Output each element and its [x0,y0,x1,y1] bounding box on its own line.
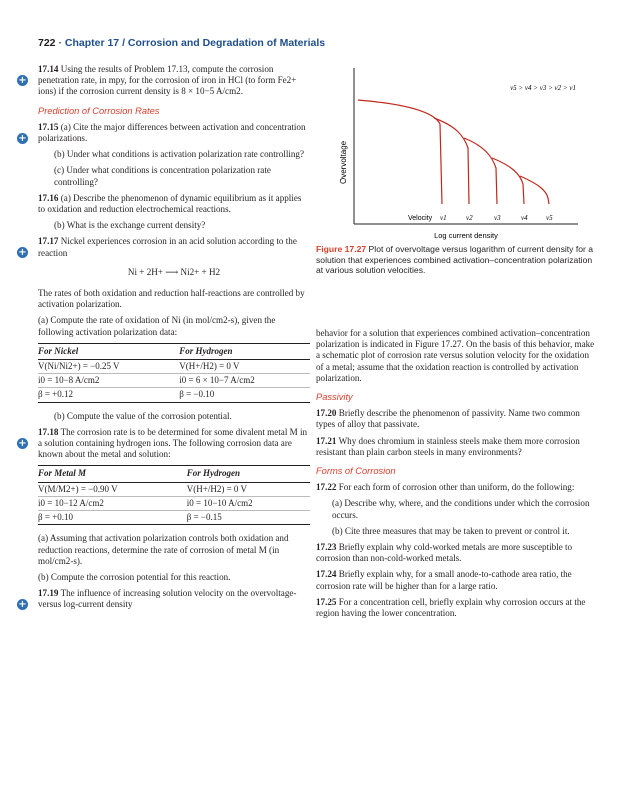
page-number: 722 [38,37,56,49]
velocity-legend: v5 > v4 > v3 > v2 > v1 [510,84,576,92]
problem-17-24: 17.24 Briefly explain why, for a small anode-to-cathode area ratio, the corrosion rate will be higher than for a large ratio. [316,569,572,591]
figure-caption [316,244,598,276]
problem-17-15: + 17.15 (a) Cite the major differences between activation and concentration polarizations. [18,121,306,144]
problem-17-17-a: (a) Compute the rate of oxidation of Ni (in mol/cm2-s), given the following activation polarization data: [38,315,276,337]
figure-label: Figure 17.27 [316,244,367,254]
velocity-label: Velocity [408,215,433,222]
section-heading: Prediction of Corrosion Rates [38,105,160,116]
tick-v4: v4 [521,214,528,222]
right-column [316,328,598,624]
section-heading: Passivity [316,392,353,403]
tick-v2: v2 [466,214,473,222]
problem-17-21: 17.21 Why does chromium in stainless steels make them more corrosion resistant than plain carbon steels in many environments? [316,435,580,457]
problem-17-23: 17.23 Briefly explain why cold-worked metals are more susceptible to corrosion than non-cold-worked metals. [316,542,573,564]
plus-icon: + [18,247,27,259]
tick-v1: v1 [440,214,447,222]
problem-17-18: + 17.18 The corrosion rate is to be determined for some divalent metal M in a solution containing hydrogen ions. The following corrosion data are known about the metal and solution: [18,426,308,460]
problem-17-25: 17.25 For a concentration cell, briefly explain why corrosion occurs at the region having the lower concentration. [316,596,586,619]
plus-icon: + [18,599,27,611]
problem-17-15-c: (c) Under what conditions is concentration polarization rate controlling? [54,165,271,187]
problem-17-22-a: (a) Describe why, where, and the conditions under which the corrosion occurs. [332,498,590,520]
problem-17-22: 17.22 For each form of corrosion other than uniform, do the following: [316,482,575,493]
plus-icon: + [18,132,27,144]
y-axis-label: Overvoltage [339,140,348,184]
plus-icon: + [18,437,27,449]
header-slash: / [122,37,125,49]
figure-17-27 [316,64,598,245]
plus-icon: + [18,75,27,86]
curve-v1 [358,100,442,204]
overvoltage-plot [316,64,598,240]
problem-17-18-a: (a) Assuming that activation polarization controls both oxidation and reduction reactions, determine the rate of corrosion of metal M (in mol/cm2-s). [38,533,289,566]
problem-17-16: 17.16 (a) Describe the phenomenon of dynamic equilibrium as it applies to oxidation and reduction electrochemical reactions. [38,192,302,215]
problem-17-17-b: (b) Compute the value of the corrosion potential. [54,410,232,421]
tick-v5: v5 [546,214,553,222]
problem-17-14: + 17.14 Using the results of Problem 17.13, compute the corrosion penetration rate, in mpy, for the corrosion of iron in HCl (to form Fe2+ ions) if the corrosion current density is 8 × 10−5 A/cm2. [18,64,297,97]
figure-caption-text: Plot of overvoltage versus logarithm of current density for a solution that experiences combined activation–concentration polarization at various solution velocities. [316,244,594,275]
problem-17-17: + 17.17 Nickel experiences corrosion in an acid solution according to the reaction [18,236,297,259]
reaction-equation: Ni + 2H+ ⟶ Ni2+ + H2 [127,266,221,277]
problem-17-18-b: (b) Compute the corrosion potential for this reaction. [38,571,231,582]
data-table-nickel: For Nickel For Hydrogen V(Ni/Ni2+) = −0.25 V V(H+/H2) = 0 V i0 = 10−8 A/cm2 i0 = 6 × 10−7 A/cm2 β = +0.12 β = −0.10 [38,343,310,403]
running-header [38,37,325,49]
problem-17-22-b: (b) Cite three measures that may be taken to prevent or control it. [332,525,570,536]
left-column [18,64,310,616]
header-sep: · [58,37,62,49]
problem-17-19: + 17.19 The influence of increasing solution velocity on the overvoltage-versus log-current density [18,588,297,611]
problem-17-15-b: (b) Under what conditions is activation polarization rate controlling? [54,149,305,160]
chapter-title: Corrosion and Degradation of Materials [127,37,326,49]
x-axis-label: Log current density [434,231,498,240]
data-table-metal-m: For Metal M For Hydrogen V(M/M2+) = −0.90 V V(H+/H2) = 0 V i0 = 10−12 A/cm2 i0 = 10−10 A/cm2 β = +0.10 β = −0.15 [38,465,310,525]
problem-17-16-b: (b) What is the exchange current density? [54,220,206,231]
curve-v2 [434,118,469,204]
problem-17-19-cont: behavior for a solution that experiences combined activation–concentration polarization is indicated in Figure 17.27. On the basis of this behavior, make a schematic plot of corrosion rate versus solution velocity for the oxidation of a metal; assume that the oxidation reaction is controlled by activation polarization. [316,328,595,383]
problem-17-20: 17.20 Briefly describe the phenomenon of passivity. Name two common types of alloy that passivate. [316,408,580,430]
section-heading: Forms of Corrosion [316,466,396,477]
problem-17-17-para: The rates of both oxidation and reduction half-reactions are controlled by activation polarization. [38,288,305,310]
tick-v3: v3 [494,214,501,222]
chapter-label: Chapter 17 [64,37,120,49]
